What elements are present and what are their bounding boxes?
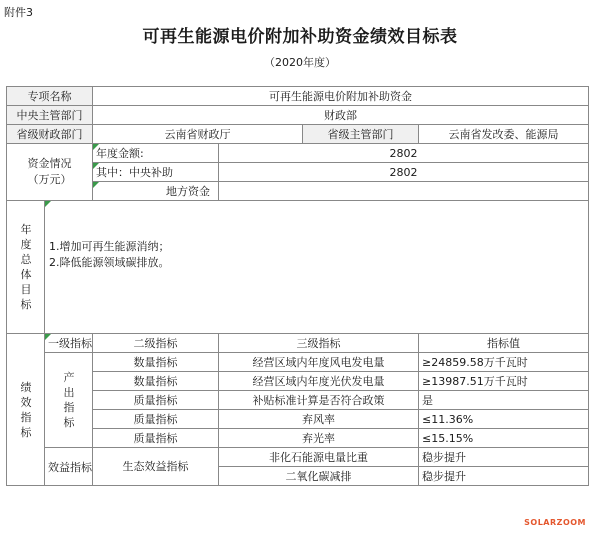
table-row: [7, 353, 589, 372]
level3-cell: 弃光率: [219, 429, 419, 448]
value-cell: ≥24859.58万千瓦时: [419, 353, 589, 372]
output-indicators-label-text: 产出指标: [63, 371, 75, 429]
col-level2-header: 二级指标: [93, 334, 219, 353]
table-row: [7, 372, 589, 391]
table-row: [7, 144, 589, 163]
table-row: [7, 125, 589, 144]
value-cell: 稳步提升: [419, 467, 589, 486]
funds-label-line1: 资金情况: [27, 157, 72, 170]
table-row: [7, 448, 589, 467]
table-row: [7, 391, 589, 410]
level3-cell: 二氧化碳减排: [219, 467, 419, 486]
watermark: SOLARZOOM: [524, 518, 586, 527]
annual-goals-label: [7, 201, 45, 334]
project-value: 可再生能源电价附加补助资金: [93, 87, 589, 106]
central-subsidy-label: 其中：中央补助: [93, 163, 219, 182]
value-cell: 稳步提升: [419, 448, 589, 467]
annual-goals-label-text: 年度总体目标: [20, 223, 32, 311]
year-label: （2020年度）: [264, 56, 336, 69]
level2-cell: 质量指标: [93, 391, 219, 410]
table-row: [7, 182, 589, 201]
level2-cell: 质量指标: [93, 429, 219, 448]
level2-cell: 质量指标: [93, 410, 219, 429]
table-row: [7, 334, 589, 353]
annual-amount-label: 年度金额:: [93, 144, 219, 163]
value-cell: 是: [419, 391, 589, 410]
output-indicators-label: [45, 353, 93, 448]
table-row: [7, 429, 589, 448]
table-row: [7, 87, 589, 106]
value-cell: ≤11.36%: [419, 410, 589, 429]
performance-indicators-label-text: 绩效指标: [20, 380, 32, 439]
local-funds-label: 地方资金: [93, 182, 219, 201]
funds-label: [7, 144, 93, 201]
value-cell: ≥13987.51万千瓦时: [419, 372, 589, 391]
page-title: 可再生能源电价附加补助资金绩效目标表: [142, 27, 458, 47]
benefit-indicators-label: 效益指标: [45, 448, 93, 486]
annual-goals-content: [45, 201, 589, 334]
funds-label-line2: （万元）: [27, 173, 72, 186]
level2-cell: 数量指标: [93, 353, 219, 372]
annual-amount-value: 2802: [219, 144, 589, 163]
level3-cell: 经营区域内年度风电发电量: [219, 353, 419, 372]
performance-target-table: [6, 86, 589, 486]
local-funds-value: [219, 182, 589, 201]
level2-cell: 数量指标: [93, 372, 219, 391]
level3-cell: 非化石能源电量比重: [219, 448, 419, 467]
attachment-label: 附件3: [4, 6, 33, 19]
level3-cell: 弃风率: [219, 410, 419, 429]
prov-dept-label: 省级主管部门: [303, 125, 419, 144]
table-row: [7, 106, 589, 125]
table-row: [7, 410, 589, 429]
prov-finance-label: 省级财政部门: [7, 125, 93, 144]
prov-finance-value: 云南省财政厅: [93, 125, 303, 144]
central-dept-label: 中央主管部门: [7, 106, 93, 125]
col-level1-header: 一级指标: [45, 334, 93, 353]
central-subsidy-value: 2802: [219, 163, 589, 182]
prov-dept-value: 云南省发改委、能源局: [419, 125, 589, 144]
goal-item-1: 1.增加可再生能源消纳；: [49, 240, 170, 253]
central-dept-value: 财政部: [93, 106, 589, 125]
table-row: [7, 201, 589, 334]
project-label: 专项名称: [7, 87, 93, 106]
performance-indicators-label: [7, 334, 45, 486]
ecological-benefit-label: 生态效益指标: [93, 448, 219, 486]
col-value-header: 指标值: [419, 334, 589, 353]
col-level3-header: 三级指标: [219, 334, 419, 353]
level3-cell: 经营区域内年度光伏发电量: [219, 372, 419, 391]
level3-cell: 补贴标准计算是否符合政策: [219, 391, 419, 410]
value-cell: ≤15.15%: [419, 429, 589, 448]
goal-item-2: 2.降低能源领域碳排放。: [49, 256, 170, 269]
table-row: [7, 163, 589, 182]
